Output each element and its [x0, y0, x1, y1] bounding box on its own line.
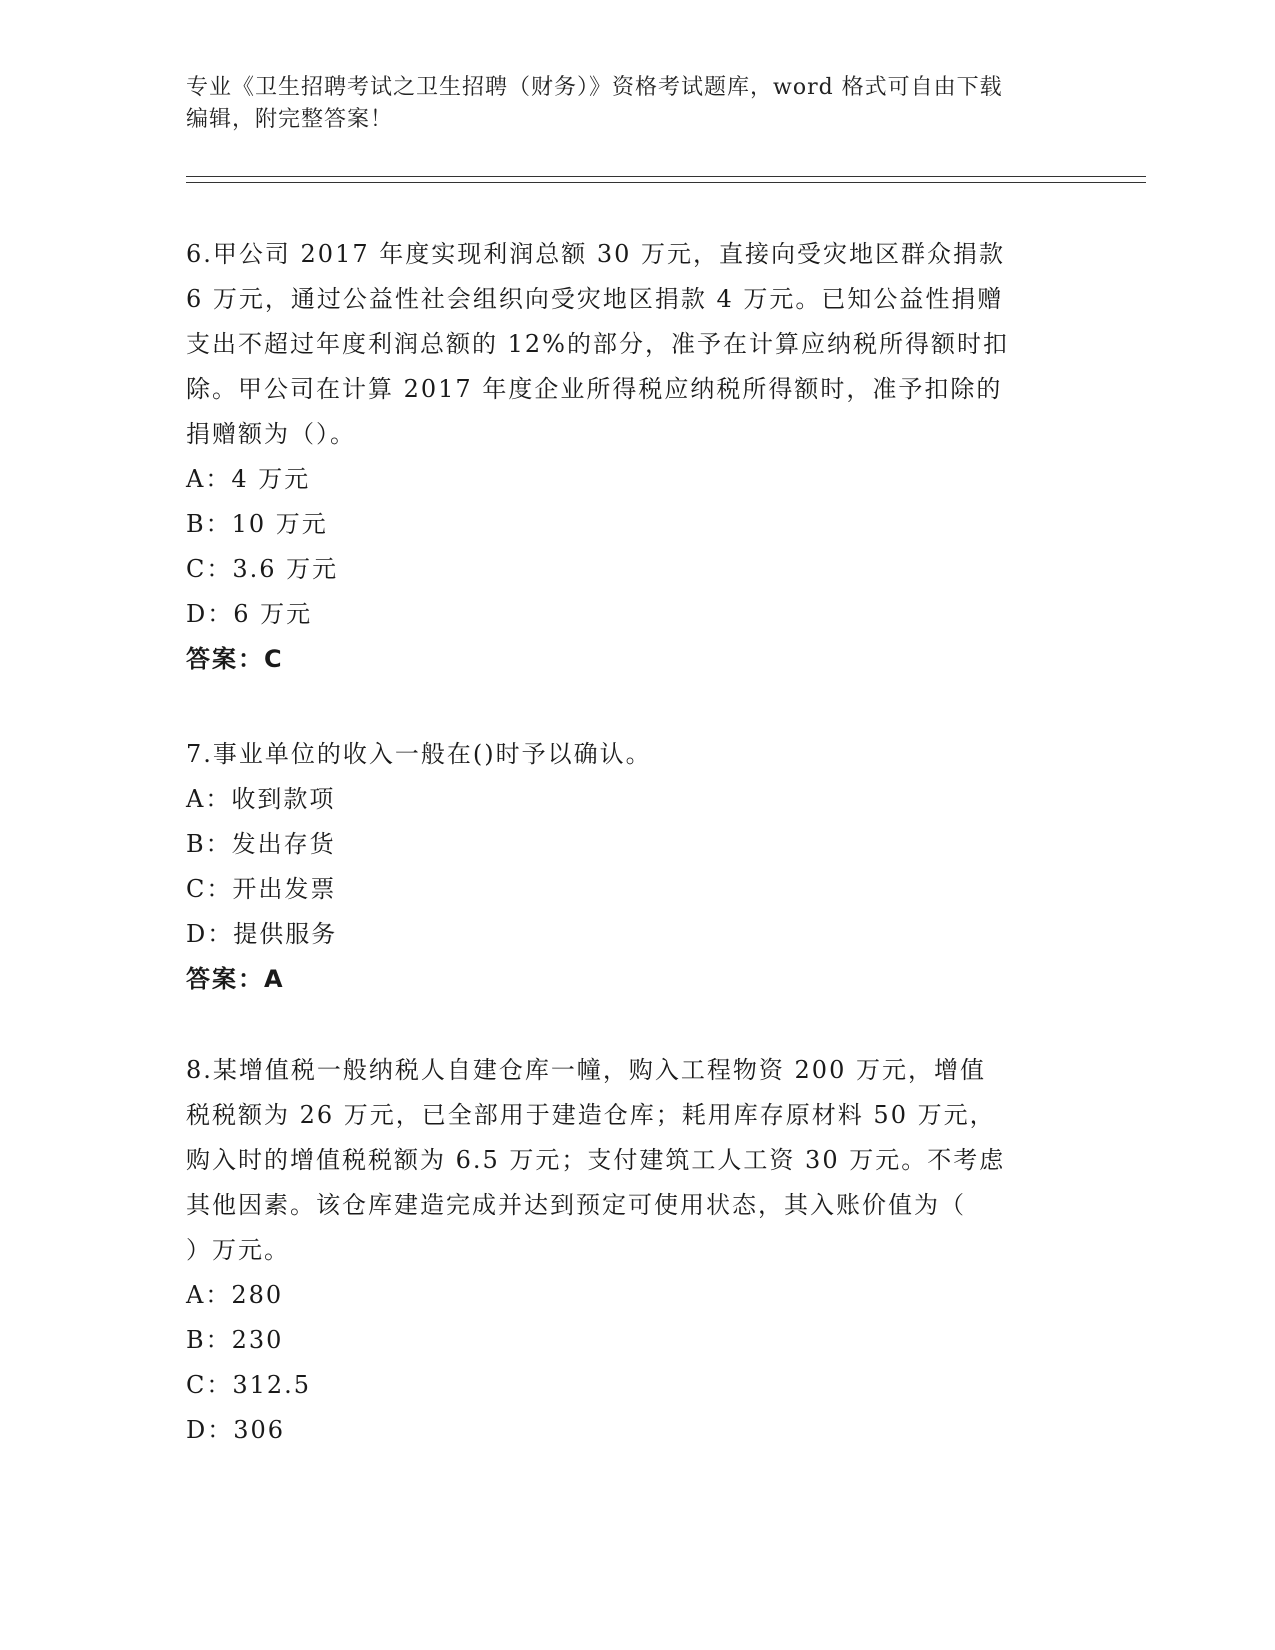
question-stem-line: 8.某增值税一般纳税人自建仓库一幢，购入工程物资 200 万元，增值	[186, 1056, 986, 1084]
question-stem-line: 支出不超过年度利润总额的 12%的部分，准予在计算应纳税所得额时扣	[186, 330, 1009, 358]
option-b: B：230	[186, 1326, 284, 1354]
option-a: A：4 万元	[186, 465, 311, 493]
question-stem-line: 6 万元，通过公益性社会组织向受灾地区捐款 4 万元。已知公益性捐赠	[186, 285, 1004, 313]
option-d: D：提供服务	[186, 920, 338, 948]
option-b: B：10 万元	[186, 510, 328, 538]
option-a: A：收到款项	[186, 785, 336, 813]
question-stem-line: 捐赠额为（）。	[186, 420, 356, 448]
question-8	[186, 1048, 1086, 1453]
header-divider	[186, 176, 1146, 183]
option-a: A：280	[186, 1281, 284, 1309]
option-d: D：6 万元	[186, 600, 313, 628]
document-header	[186, 72, 1086, 136]
option-b: B：发出存货	[186, 830, 336, 858]
header-line-1: 专业《卫生招聘考试之卫生招聘（财务）》资格考试题库，word 格式可自由下载	[186, 75, 1003, 100]
question-stem-line: 其他因素。该仓库建造完成并达到预定可使用状态，其入账价值为（	[186, 1191, 966, 1219]
question-7	[186, 732, 1086, 1002]
option-d: D：306	[186, 1416, 286, 1444]
question-stem-line: 除。甲公司在计算 2017 年度企业所得税应纳税所得额时，准予扣除的	[186, 375, 1003, 403]
question-stem-line: 购入时的增值税税额为 6.5 万元；支付建筑工人工资 30 万元。不考虑	[186, 1146, 1006, 1174]
header-line-2: 编辑，附完整答案！	[186, 107, 394, 132]
answer-label: 答案：A	[186, 965, 285, 993]
option-c: C：312.5	[186, 1371, 312, 1399]
option-c: C：3.6 万元	[186, 555, 339, 583]
answer-label: 答案：C	[186, 645, 284, 673]
question-stem-line: 税税额为 26 万元，已全部用于建造仓库；耗用库存原材料 50 万元，	[186, 1101, 996, 1129]
question-6	[186, 232, 1086, 682]
option-c: C：开出发票	[186, 875, 337, 903]
question-stem-line: 7.事业单位的收入一般在()时予以确认。	[186, 740, 652, 768]
question-stem-line: 6.甲公司 2017 年度实现利润总额 30 万元，直接向受灾地区群众捐款	[186, 240, 1006, 268]
question-stem-line: ）万元。	[186, 1236, 290, 1264]
